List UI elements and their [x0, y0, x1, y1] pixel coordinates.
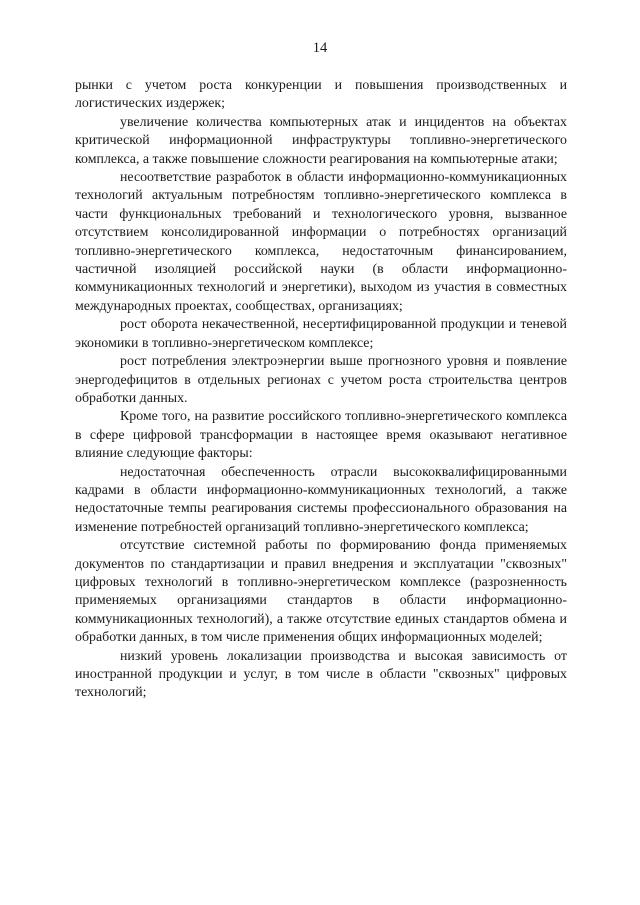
document-body [75, 77, 567, 703]
paragraph: рост потребления электроэнергии выше прогнозного уровня и появление энергодефицитов в отдельных регионах с учетом роста строительства центров обработки данных. [75, 354, 567, 406]
paragraph: рост оборота некачественной, несертифицированной продукции и теневой экономики в топливно-энергетическом комплексе; [75, 317, 567, 351]
paragraph: увеличение количества компьютерных атак и инцидентов на объектах критической информационной инфраструктуры топливно-энергетического комплекса, а также повышение сложности реагирования на компьютерные атаки; [75, 114, 567, 167]
paragraph: Кроме того, на развитие российского топливно-энергетического комплекса в сфере цифровой трансформации в настоящее время оказывают негативное влияние следующие факторы: [75, 409, 567, 462]
paragraph: недостаточная обеспеченность отрасли высококвалифицированными кадрами в области информационно-коммуникационных технологий, а также недостаточные темпы реагирования системы профессионального образования на изменение потребностей организаций топливно-энергетического комплекса; [75, 464, 567, 535]
paragraph: низкий уровень локализации производства и высокая зависимость от иностранной продукции и услуг, в том числе в области "сквозных" цифровых технологий; [75, 648, 567, 701]
paragraph: отсутствие системной работы по формированию фонда применяемых документов по стандартизации и правил внедрения и эксплуатации "сквозных" цифровых технологий в топливно-энергетическом комплексе (разрозненность применяемых организациями стандартов в области информационно-коммуникационных технологий), а также отсутствие единых стандартов обмена и обработки данных, в том числе применения общих информационных моделей; [75, 538, 567, 646]
page-number: 14 [312, 40, 328, 56]
paragraph: несоответствие разработок в области информационно-коммуникационных технологий актуальным потребностям топливно-энергетического комплекса в части функциональных требований и технологического уровня, вызванное отсутствием консолидированной информации о потребностях организаций топливно-энергетического комплекса, недостаточным финансированием, частичной изоляцией российской науки (в области информационно-коммуникационных технологий и энергетики), выходом из участия в совместных международных проектах, сообществах, организациях; [75, 170, 567, 314]
paragraph-continuation: рынки с учетом роста конкуренции и повышения производственных и логистических издержек; [75, 78, 567, 112]
